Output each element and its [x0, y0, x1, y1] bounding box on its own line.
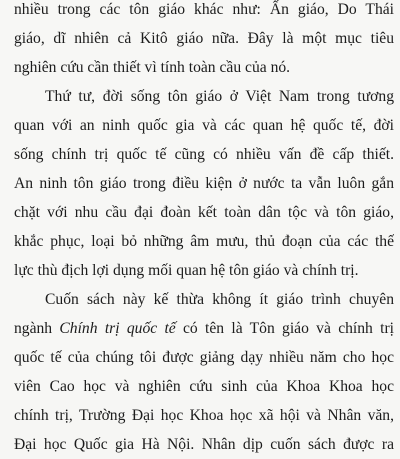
text-line: viên Cao học và nghiên cứu sinh của Khoa Khoa học [14, 378, 394, 395]
text-line: lực thù địch lợi dụng mối quan hệ tôn giáo và chính trị. [14, 262, 359, 279]
italic-segment: Chính trị quốc tế [59, 320, 176, 337]
text-line: An ninh tôn giáo trong điều kiện ở nước ta vẫn luôn gắn [14, 175, 394, 192]
text-line: chính trị, Trường Đại học Khoa học xã hội và Nhân văn, [14, 407, 394, 424]
text-line: Cuốn sách này kế thừa không ít giáo trình chuyên [45, 291, 394, 308]
text-line: nghiên cứu cần thiết vì tính toàn cầu của nó. [14, 59, 291, 76]
text-line: quan với an ninh quốc gia và các quan hệ quốc tế, đời [14, 117, 394, 134]
text-line: Thứ tư, đời sống tôn giáo ở Việt Nam trong tương [45, 88, 394, 105]
text-line: chặt với nhu cầu đại đoàn kết toàn dân tộc và tôn giáo, [14, 204, 394, 221]
text-line: sống chính trị quốc tế cũng có nhiều vấn đề cấp thiết. [14, 146, 394, 163]
text-line: giáo, dĩ nhiên cả Kitô giáo nữa. Đây là một mục tiêu [14, 30, 394, 47]
text-line: nhiều trong các tôn giáo khác như: Ấn giáo, Do Thái [14, 1, 394, 18]
body-text [14, 0, 394, 459]
text-line: khắc phục, loại bỏ những âm mưu, thủ đoạn của các thế [14, 233, 394, 250]
text-line [14, 314, 394, 343]
text-segment: ngành [14, 320, 60, 337]
text-line: Đại học Quốc gia Hà Nội. Nhân dịp cuốn sách được ra [14, 436, 394, 453]
text-segment: có tên là Tôn giáo và chính trị [175, 320, 394, 337]
text-line: quốc tế của chúng tôi được giảng dạy nhiều năm cho học [14, 349, 394, 366]
